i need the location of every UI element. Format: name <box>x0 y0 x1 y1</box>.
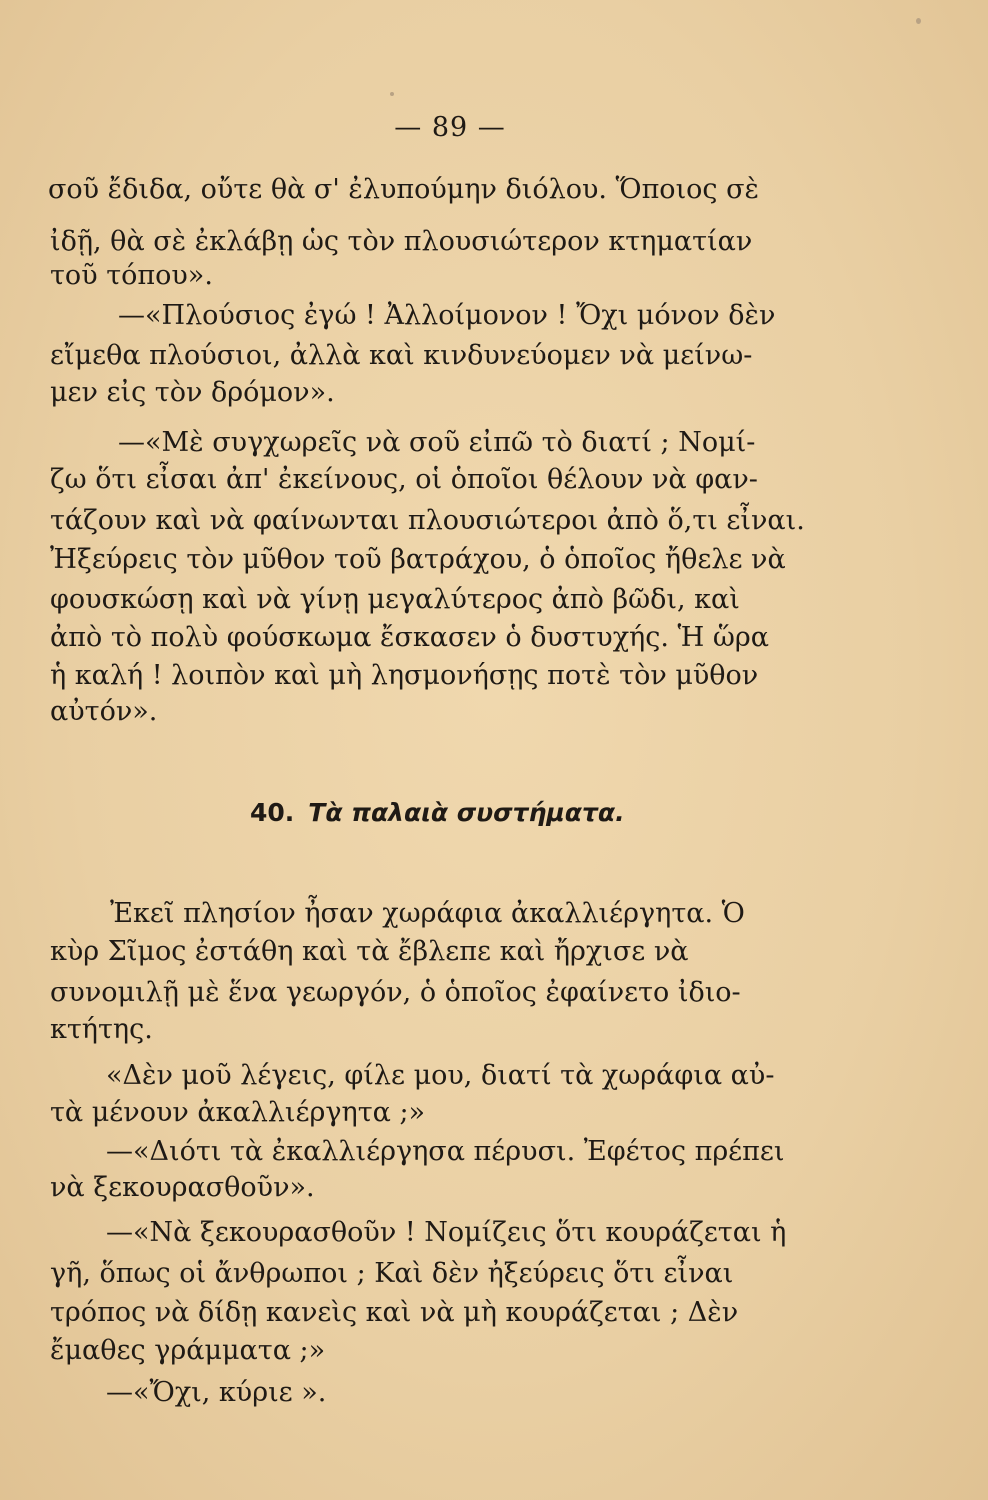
text-line: κτήτης. <box>50 1014 153 1045</box>
text-line: Ἠξεύρεις τὸν μῦθον τοῦ βατράχου, ὁ ὁποῖος ἤθελε νὰ <box>50 544 786 575</box>
text-line: γῆ, ὅπως οἱ ἄνθρωποι ; Καὶ δὲν ἠξεύρεις ὅτι εἶναι <box>50 1258 734 1289</box>
text-line: τοῦ τόπου». <box>50 260 213 291</box>
text-line: αὐτόν». <box>50 696 158 727</box>
text-line: ἔμαθες γράμματα ;» <box>50 1335 326 1366</box>
page-number: — 89 — <box>394 112 506 143</box>
text-line: ἰδῇ, θὰ σὲ ἐκλάβῃ ὡς τὸν πλουσιώτερον κτηματίαν <box>50 226 753 257</box>
text-line: ζω ὅτι εἶσαι ἀπ' ἐκείνους, οἱ ὁποῖοι θέλουν νὰ φαν- <box>50 464 758 495</box>
section-title: Τὰ παλαιὰ συστήματα. <box>308 798 625 827</box>
text-line: Ἐκεῖ πλησίον ἦσαν χωράφια ἀκαλλιέργητα. Ὁ <box>110 898 745 929</box>
text-line: τάζουν καὶ νὰ φαίνωνται πλουσιώτεροι ἀπὸ ὅ,τι εἶναι. <box>50 505 805 536</box>
text-line: τὰ μένουν ἀκαλλιέργητα ;» <box>50 1097 426 1128</box>
text-line: μεν εἰς τὸν δρόμον». <box>50 377 335 408</box>
text-line: —«Ὄχι, κύριε ». <box>106 1377 327 1408</box>
text-line: «Δὲν μοῦ λέγεις, φίλε μου, διατί τὰ χωράφια αὐ- <box>106 1060 775 1091</box>
section-heading <box>250 798 625 827</box>
paper-spot <box>916 18 921 24</box>
text-line: τρόπος νὰ δίδῃ κανεὶς καὶ νὰ μὴ κουράζεται ; Δὲν <box>50 1297 739 1328</box>
paper-spot <box>390 92 394 96</box>
text-line: —«Μὲ συγχωρεῖς νὰ σοῦ εἰπῶ τὸ διατί ; Νομί- <box>118 427 756 458</box>
text-line: νὰ ξεκουρασθοῦν». <box>50 1172 315 1203</box>
section-number: 40. <box>250 798 295 827</box>
text-line: κὺρ Σῖμος ἐστάθη καὶ τὰ ἔβλεπε καὶ ἤρχισε νὰ <box>50 936 689 967</box>
text-line: φουσκώσῃ καὶ νὰ γίνῃ μεγαλύτερος ἀπὸ βῶδι, καὶ <box>50 584 740 615</box>
text-line: —«Πλούσιος ἐγώ ! Ἀλλοίμονον ! Ὄχι μόνον δὲν <box>118 300 776 331</box>
text-line: —«Διότι τὰ ἐκαλλιέργησα πέρυσι. Ἐφέτος πρέπει <box>106 1136 785 1167</box>
text-line: ἡ καλή ! λοιπὸν καὶ μὴ λησμονήσῃς ποτὲ τὸν μῦθον <box>50 660 759 691</box>
text-line: —«Νὰ ξεκουρασθοῦν ! Νομίζεις ὅτι κουράζεται ἡ <box>106 1217 787 1248</box>
text-line: σοῦ ἔδιδα, οὔτε θὰ σ' ἐλυπούμην διόλου. Ὅποιος σὲ <box>48 174 760 205</box>
text-line: ἀπὸ τὸ πολὺ φούσκωμα ἔσκασεν ὁ δυστυχής. Ἡ ὥρα <box>50 622 770 653</box>
text-line: εἴμεθα πλούσιοι, ἀλλὰ καὶ κινδυνεύομεν νὰ μείνω- <box>50 340 753 371</box>
text-line: συνομιλῇ μὲ ἕνα γεωργόν, ὁ ὁποῖος ἐφαίνετο ἰδιο- <box>50 977 741 1008</box>
